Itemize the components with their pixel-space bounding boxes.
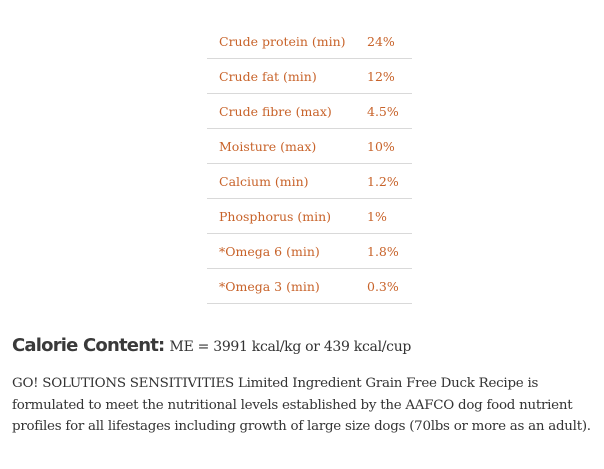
nutrient-name: Crude protein (min) <box>207 24 357 59</box>
table-row <box>207 269 412 304</box>
aafco-statement: GO! SOLUTIONS SENSITIVITIES Limited Ingredient Grain Free Duck Recipe is formulated to meet the nutritional levels established by the AAFCO dog food nutrient profiles for all lifestages including growth of large size dogs (70lbs or more as an adult). <box>12 376 591 434</box>
table-row <box>207 234 412 269</box>
nutrient-name: *Omega 3 (min) <box>207 269 357 304</box>
analysis-rows <box>207 24 412 304</box>
nutrient-value: 0.3% <box>357 269 412 304</box>
table-row <box>207 199 412 234</box>
nutrient-value: 1.2% <box>357 164 412 199</box>
nutrient-value: 24% <box>357 24 412 59</box>
nutrient-name: Crude fat (min) <box>207 59 357 94</box>
nutrient-value: 10% <box>357 129 412 164</box>
nutrient-name: Phosphorus (min) <box>207 199 357 234</box>
nutrient-value: 1% <box>357 199 412 234</box>
nutrient-name: *Omega 6 (min) <box>207 234 357 269</box>
calorie-content-label: Calorie Content: <box>12 335 165 356</box>
calorie-content-value: ME = 3991 kcal/kg or 439 kcal/cup <box>169 339 412 355</box>
table-row <box>207 164 412 199</box>
guaranteed-analysis-table <box>207 24 412 304</box>
table-row <box>207 94 412 129</box>
nutrient-value: 4.5% <box>357 94 412 129</box>
nutrient-value: 12% <box>357 59 412 94</box>
nutrient-name: Crude fibre (max) <box>207 94 357 129</box>
nutrient-value: 1.8% <box>357 234 412 269</box>
table-row <box>207 24 412 59</box>
calorie-content <box>12 335 597 356</box>
table-row <box>207 59 412 94</box>
nutrient-name: Moisture (max) <box>207 129 357 164</box>
table-row <box>207 129 412 164</box>
nutrient-name: Calcium (min) <box>207 164 357 199</box>
